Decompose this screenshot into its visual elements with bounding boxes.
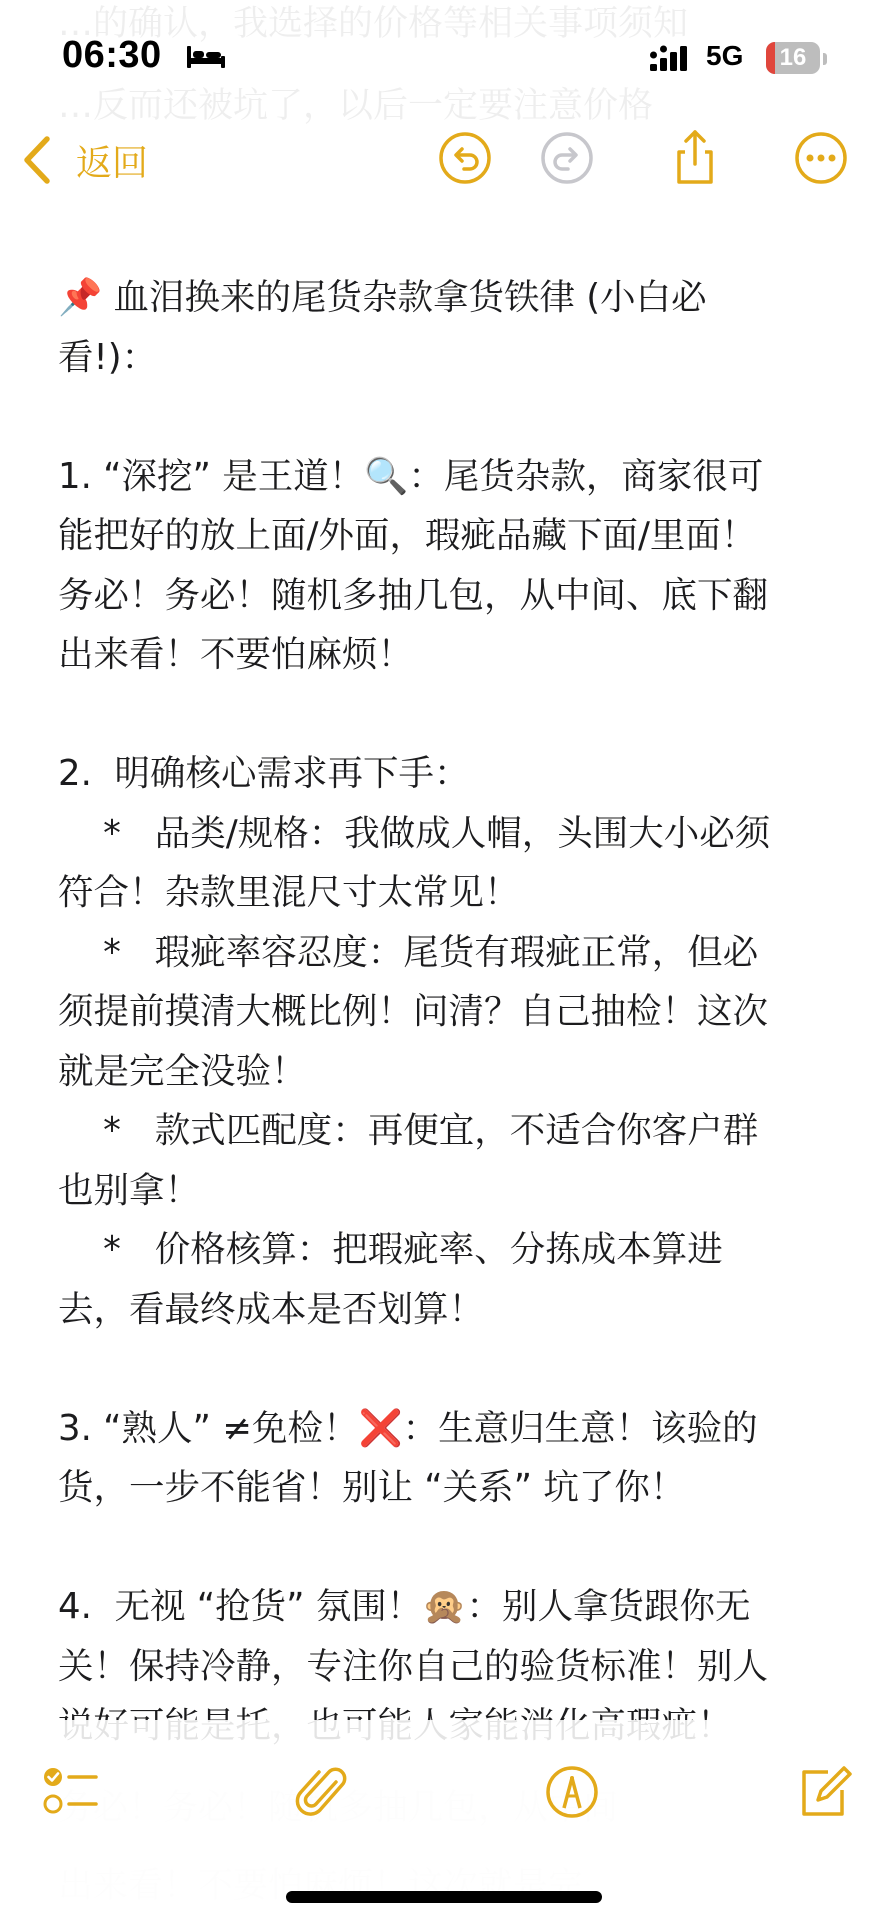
- blank-line: [58, 685, 848, 745]
- status-time: 06:30: [62, 34, 162, 76]
- note-body[interactable]: [58, 268, 848, 1756]
- status-bar: [0, 0, 887, 120]
- checklist-icon[interactable]: [40, 1760, 100, 1824]
- battery-indicator: [766, 42, 820, 74]
- note-paragraph: 📌 血泪换来的尾货杂款拿货铁律 (小白必 看!)：: [58, 277, 707, 378]
- redo-icon[interactable]: [537, 128, 597, 188]
- undo-icon[interactable]: [435, 128, 495, 188]
- battery-cap: [823, 53, 827, 65]
- battery-percent: 16: [779, 44, 807, 71]
- markup-pen-icon[interactable]: [542, 1760, 602, 1824]
- blank-line: [58, 1339, 848, 1399]
- scrolled-text-ghost: …的确认，我选择的价格等相关事项须知: [58, 4, 689, 44]
- note-paragraph: 3. “熟人” ≠免检！❌：生意归生意！该验的 货，一步不能省！别让 “关系” 坑了你！: [58, 1407, 758, 1508]
- cellular-signal-icon: [650, 44, 694, 74]
- more-icon[interactable]: [791, 128, 851, 188]
- scrolled-text-ghost: …反而还被坑了，以后一定要注意价格: [58, 86, 654, 126]
- chevron-left-icon: [20, 135, 54, 185]
- home-indicator: [286, 1891, 602, 1903]
- note-paragraph: 1. “深挖” 是王道！🔍：尾货杂款，商家很可 能把好的放上面/外面，瑕疵品藏下面/里面！ 务必！务必！随机多抽几包，从中间、底下翻 出来看！不要怕麻烦！: [58, 455, 769, 675]
- compose-icon[interactable]: [794, 1760, 854, 1824]
- back-button[interactable]: [20, 130, 148, 190]
- share-icon[interactable]: [665, 128, 725, 188]
- blank-line: [58, 387, 848, 447]
- paperclip-icon[interactable]: [292, 1760, 352, 1824]
- note-paragraph: 2. 明确核心需求再下手： * 品类/规格：我做成人帽，头围大小必须 符合！杂款里混尺寸太常见！ * 瑕疵率容忍度：尾货有瑕疵正常，但必 须提前摸清大概比例！问清？自己抽检！这次 就是完全没验！ * 款式匹配度：再便宜，不适合你客户群 也别拿！ * 价格核算：把瑕疵率、分拣成本算进 去，看最终成本是否划算！: [58, 753, 771, 1330]
- sleep-focus-icon: [186, 44, 226, 70]
- back-label: 返回: [76, 142, 149, 184]
- blank-line: [58, 1518, 848, 1578]
- note-paragraph: 4. 无视 “抢货” 氛围！🙊：别人拿货跟你无 关！保持冷静，专注你自己的验货标准！别人: [58, 1586, 769, 1687]
- navigation-bar: [0, 120, 887, 200]
- network-type: 5G: [706, 40, 744, 71]
- bottom-toolbar: [0, 1760, 887, 1830]
